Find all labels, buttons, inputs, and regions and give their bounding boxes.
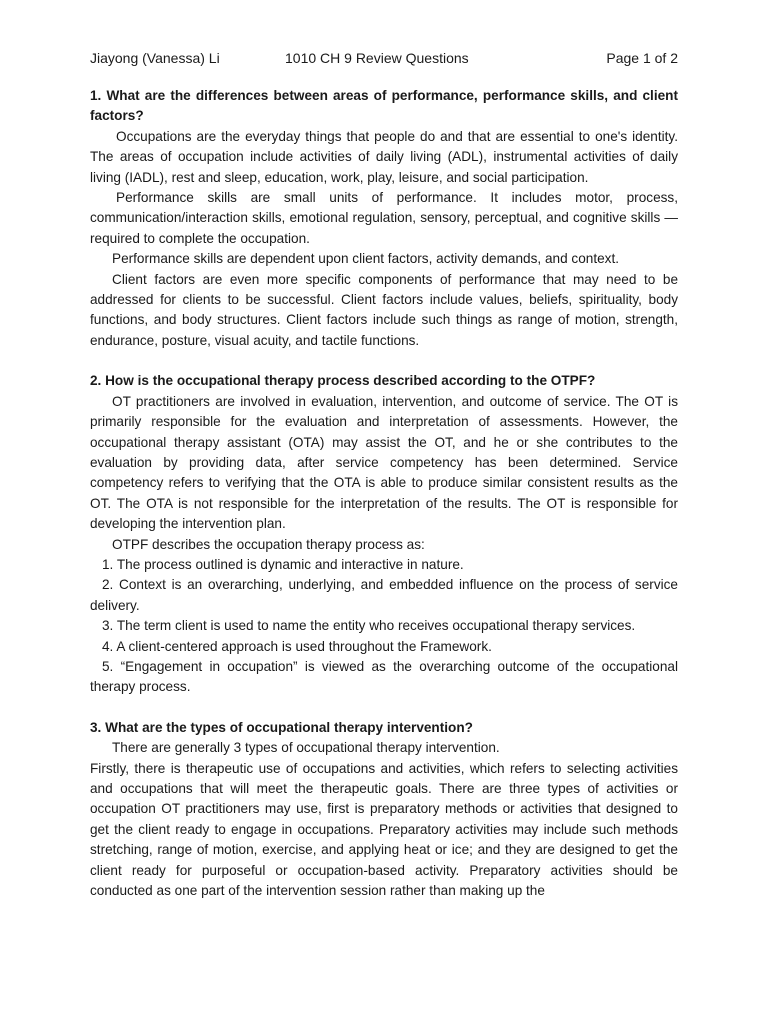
question-3-heading: 3. What are the types of occupational therapy intervention? — [90, 719, 473, 735]
question-3-section — [90, 718, 678, 902]
q2-list-item-5: 5. “Engagement in occupation” is viewed as the overarching outcome of the occupational therapy process. — [90, 658, 678, 695]
question-2-heading: 2. How is the occupational therapy process described according to the OTPF? — [90, 373, 596, 389]
question-2-section — [90, 371, 678, 698]
q2-list-item-3: 3. The term client is used to name the entity who receives occupational therapy services. — [102, 618, 636, 634]
question-1-section — [90, 86, 678, 351]
header-page-number: Page 1 of 2 — [606, 50, 678, 66]
page-header — [90, 48, 678, 72]
q2-list-item-4: 4. A client-centered approach is used throughout the Framework. — [102, 638, 492, 654]
q2-paragraph-1: OT practitioners are involved in evaluation, intervention, and outcome of service. The OT is primarily responsible for the evaluation and interpretation of assessments. However, the occupational therapy assistant (OTA) may assist the OT, and he or she contributes to the evaluation by providing data, after service competency has been determined. Service competency refers to verifying that the OTA is able to produce similar consistent results as the OT. The OTA is not responsible for the interpretation of the results. The OT is responsible for developing the intervention plan. — [90, 393, 678, 532]
q1-paragraph-1: Occupations are the everyday things that people do and that are essential to one's identity. The areas of occupation include activities of daily living (ADL), instrumental activities of daily living (IADL), rest and sleep, education, work, play, leisure, and social participation. — [90, 128, 678, 185]
q3-paragraph-1: There are generally 3 types of occupational therapy intervention. — [112, 740, 500, 756]
q3-paragraph-2: Firstly, there is therapeutic use of occupations and activities, which refers to selecting activities and occupations that will meet the therapeutic goals. There are three types of activities or occupation OT practitioners may use, first is preparatory methods or activities that designed to get the client ready to engage in occupations. Preparatory activities may include such methods stretching, range of motion, exercise, and applying heat or ice; and they are designed to get the client ready for purposeful or occupation-based activity. Preparatory activities should be conducted as one part of the intervention session rather than making up the — [90, 760, 678, 899]
q1-paragraph-2: Performance skills are small units of performance. It includes motor, process, communication/interaction skills, emotional regulation, sensory, perceptual, and cognitive skills —required to complete the occupation. — [90, 190, 678, 246]
q2-list-item-2: 2. Context is an overarching, underlying, and embedded influence on the process of service delivery. — [90, 577, 678, 613]
q2-paragraph-2: OTPF describes the occupation therapy process as: — [112, 536, 425, 552]
q1-paragraph-4: Client factors are even more specific components of performance that may need to be addressed for clients to be successful. Client factors include values, beliefs, spirituality, body functions, and body structures. Client factors include such things as range of motion, strength, endurance, posture, visual acuity, and tactile functions. — [90, 271, 678, 348]
header-title: 1010 CH 9 Review Questions — [285, 50, 469, 66]
q2-list-item-1: 1. The process outlined is dynamic and interactive in nature. — [102, 556, 464, 572]
q1-paragraph-3: Performance skills are dependent upon client factors, activity demands, and context. — [112, 251, 620, 267]
header-author: Jiayong (Vanessa) Li — [90, 50, 220, 66]
question-1-heading: 1. What are the differences between areas of performance, performance skills, and client factors? — [90, 88, 678, 124]
